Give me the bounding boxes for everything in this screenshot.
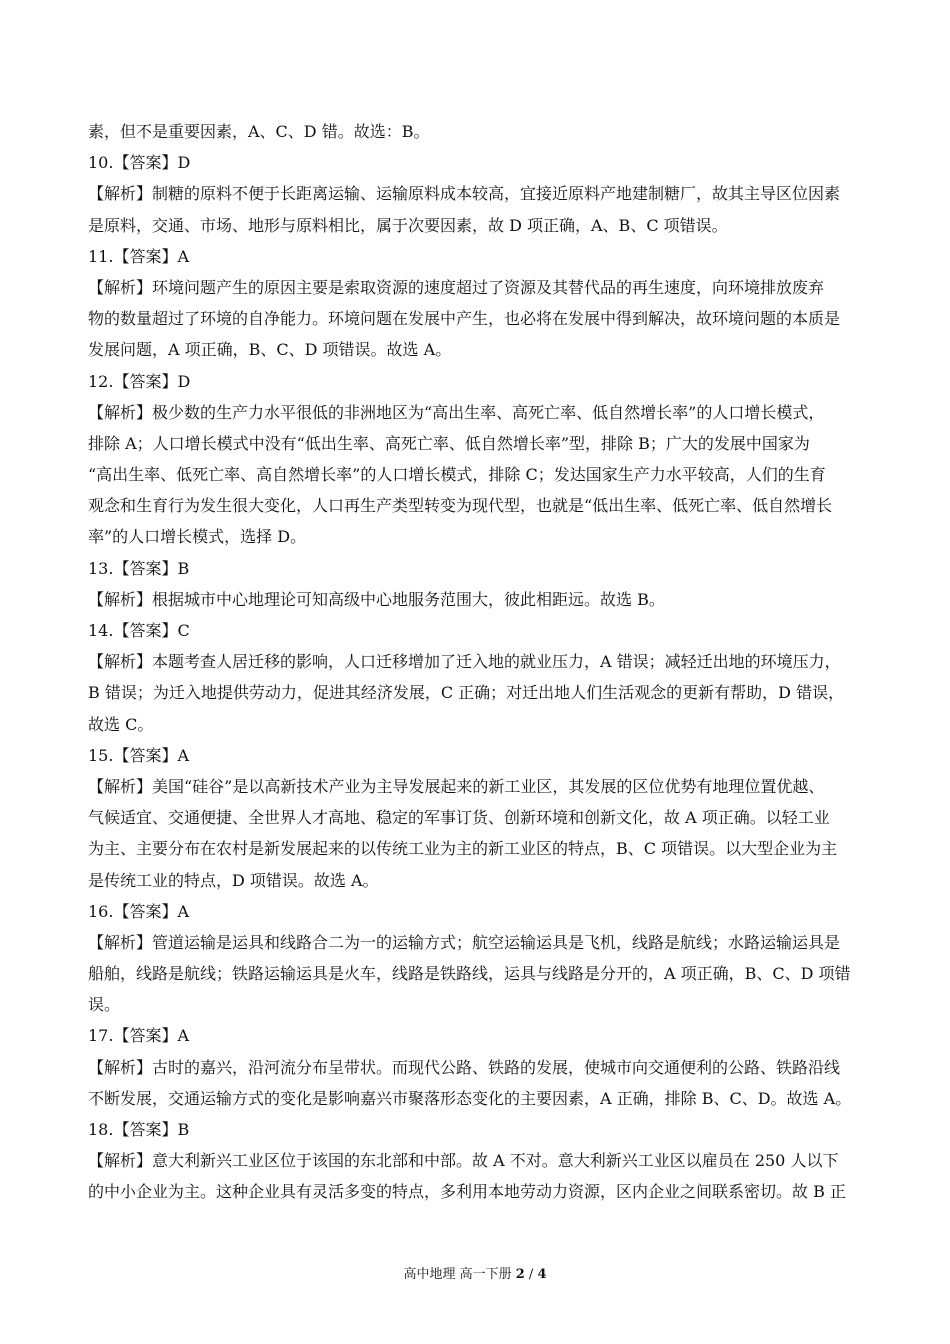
text-line: 【解析】意大利新兴工业区位于该国的东北部和中部。故 A 不对。意大利新兴工业区以雇员在 250 人以下 bbox=[88, 1151, 839, 1171]
text-line: 16.【答案】A bbox=[88, 901, 190, 921]
text-line: 【解析】美国“硅谷”是以高新技术产业为主导发展起来的新工业区，其发展的区位优势有地理位置优越、 bbox=[88, 776, 825, 796]
text-line: 17.【答案】A bbox=[88, 1026, 190, 1046]
text-line: 排除 A；人口增长模式中没有“低出生率、高死亡率、低自然增长率”型，排除 B；广大的发展中国家为 bbox=[88, 433, 810, 453]
text-line: 的中小企业为主。这种企业具有灵活多变的特点，多利用本地劳动力资源，区内企业之间联系密切。故 B 正 bbox=[88, 1182, 846, 1202]
text-line: 【解析】古时的嘉兴，沿河流分布呈带状。而现代公路、铁路的发展，使城市向交通便利的公路、铁路沿线 bbox=[88, 1057, 841, 1077]
text-line: 观念和生育行为发生很大变化，人口再生产类型转变为现代型，也就是“低出生率、低死亡率、低自然增长 bbox=[88, 496, 833, 516]
text-line: 率”的人口增长模式，选择 D。 bbox=[88, 527, 307, 547]
text-line: 故选 C。 bbox=[88, 714, 154, 734]
text-line: 是传统工业的特点，D 项错误。故选 A。 bbox=[88, 870, 379, 890]
text-line: 【解析】环境问题产生的原因主要是索取资源的速度超过了资源及其替代品的再生速度，向环境排放废弃 bbox=[88, 277, 825, 297]
text-line: 为主、主要分布在农村是新发展起来的以传统工业为主的新工业区的特点，B、C 项错误。以大型企业为主 bbox=[88, 839, 838, 859]
text-line: 误。 bbox=[88, 995, 121, 1015]
text-line: 14.【答案】C bbox=[88, 621, 190, 640]
text-line: 【解析】管道运输是运具和线路合二为一的运输方式；航空运输运具是飞机，线路是航线；水路运输运具是 bbox=[88, 932, 841, 952]
text-line: 【解析】本题考查人居迁移的影响，人口迁移增加了迁入地的就业压力，A 错误；减轻迁出地的环境压力， bbox=[88, 652, 841, 672]
text-line: 12.【答案】D bbox=[88, 371, 191, 391]
text-line: 不断发展，交通运输方式的变化是影响嘉兴市聚落形态变化的主要因素，A 正确，排除 B、C、D。故选 A。 bbox=[88, 1088, 852, 1108]
text-line: 物的数量超过了环境的自净能力。环境问题在发展中产生，也必将在发展中得到解决，故环境问题的本质是 bbox=[88, 309, 841, 329]
footer-label: 高中地理 高一下册 bbox=[403, 1267, 516, 1282]
footer-page-total: 4 bbox=[537, 1267, 547, 1282]
text-line: 【解析】根据城市中心地理论可知高级中心地服务范围大，彼此相距远。故选 B。 bbox=[88, 589, 665, 609]
text-line: 是原料，交通、市场、地形与原料相比，属于次要因素，故 D 项正确，A、B、C 项错误。 bbox=[88, 215, 728, 235]
text-line: 【解析】制糖的原料不便于长距离运输、运输原料成本较高，宜接近原料产地建制糖厂，故其主导区位因素 bbox=[88, 184, 841, 204]
text-line: 船舶，线路是航线；铁路运输运具是火车，线路是铁路线，运具与线路是分开的，A 项正确，B、C、D 项错 bbox=[88, 964, 851, 984]
footer-separator: / bbox=[524, 1267, 538, 1282]
text-line: 【解析】极少数的生产力水平很低的非洲地区为“高出生率、高死亡率、低自然增长率”的人口增长模式， bbox=[88, 402, 825, 422]
text-line: 素，但不是重要因素，A、C、D 错。故选：B。 bbox=[88, 122, 430, 141]
text-line: 13.【答案】B bbox=[88, 558, 190, 578]
text-line: “高出生率、低死亡率、高自然增长率”的人口增长模式，排除 C；发达国家生产力水平较高，人们的生育 bbox=[88, 465, 826, 485]
text-line: 10.【答案】D bbox=[88, 153, 191, 173]
text-line: 18.【答案】B bbox=[88, 1120, 190, 1139]
text-line: B 错误；为迁入地提供劳动力，促进其经济发展，C 正确；对迁出地人们生活观念的更新有帮助，D 错误， bbox=[88, 683, 845, 703]
answer-explanations bbox=[88, 116, 864, 1208]
text-line: 发展问题，A 项正确，B、C、D 项错误。故选 A。 bbox=[88, 340, 452, 360]
footer-page-number: 2 bbox=[515, 1267, 525, 1282]
text-line: 15.【答案】A bbox=[88, 745, 190, 765]
text-line: 气候适宜、交通便捷、全世界人才高地、稳定的军事订货、创新环境和创新文化，故 A 项正确。以轻工业 bbox=[88, 808, 830, 828]
page-footer bbox=[0, 1265, 950, 1285]
text-line: 11.【答案】A bbox=[88, 246, 190, 266]
